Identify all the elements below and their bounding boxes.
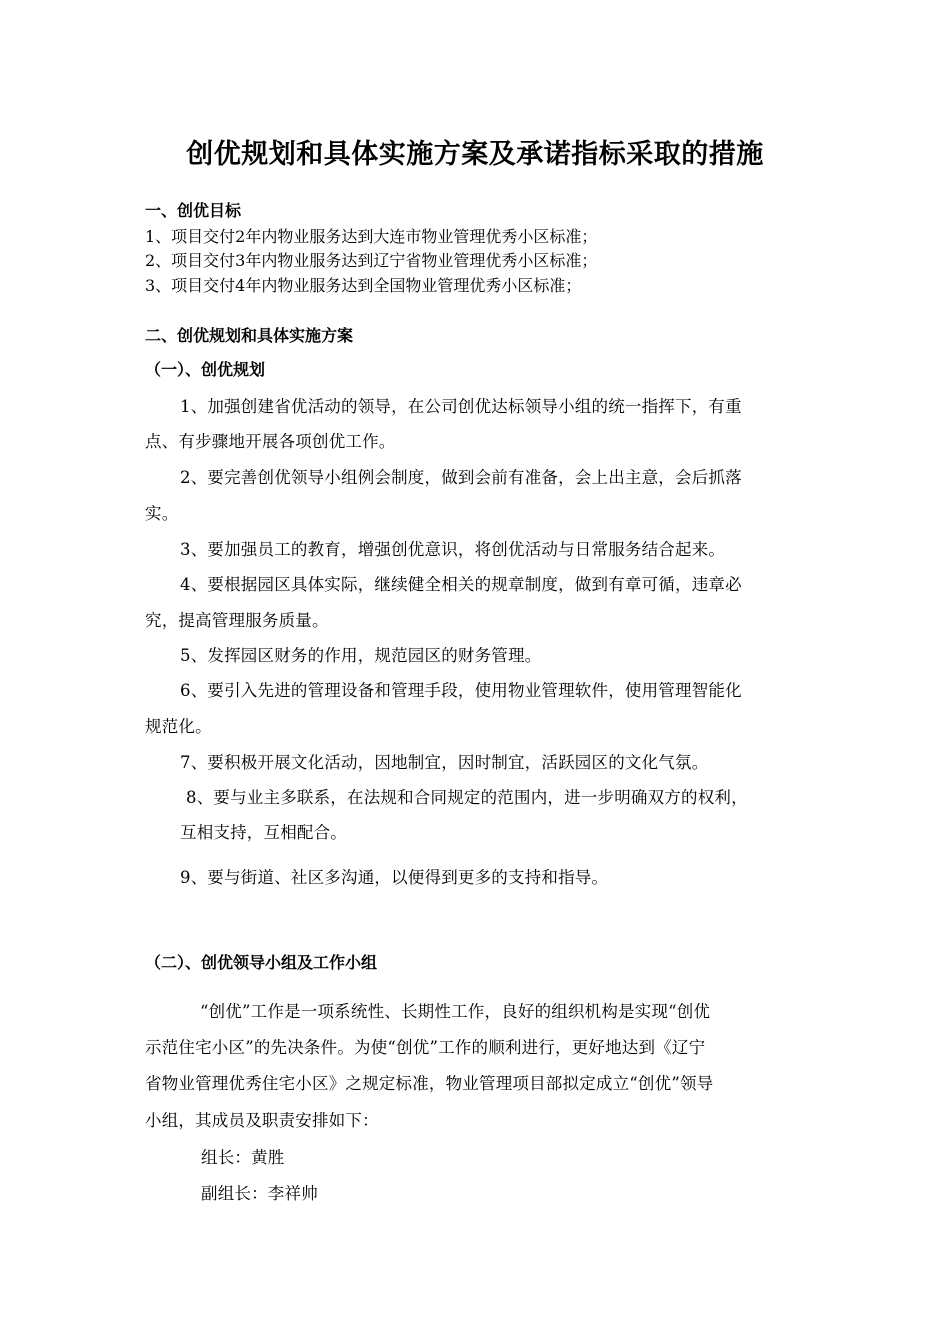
plan-line: 究，提高管理服务质量。	[145, 611, 329, 630]
team-member: 副组长：李祥帅	[201, 1184, 318, 1203]
plan-line: 3、要加强员工的教育，增强创优意识，将创优活动与日常服务结合起来。	[180, 540, 726, 559]
plan-line: 1、加强创建省优活动的领导，在公司创优达标领导小组的统一指挥下，有重	[180, 397, 742, 416]
plan-line: 互相支持，互相配合。	[180, 823, 347, 842]
goal-item: 2、项目交付3年内物业服务达到辽宁省物业管理优秀小区标准；	[145, 251, 598, 270]
subsection-heading-team: （二）、创优领导小组及工作小组	[145, 953, 378, 972]
subsection-heading-plan: （一）、创优规划	[145, 360, 266, 379]
plan-line: 实。	[145, 504, 179, 523]
goal-item: 3、项目交付4年内物业服务达到全国物业管理优秀小区标准；	[145, 276, 582, 295]
plan-line: 9、要与街道、社区多沟通，以便得到更多的支持和指导。	[180, 868, 609, 887]
plan-line: 点、有步骤地开展各项创优工作。	[145, 432, 396, 451]
plan-line: 6、要引入先进的管理设备和管理手段，使用物业管理软件，使用管理智能化	[180, 681, 742, 700]
plan-line: 4、要根据园区具体实际，继续健全相关的规章制度，做到有章可循，违章必	[180, 575, 742, 594]
team-paragraph-line: “创优”工作是一项系统性、长期性工作，良好的组织机构是实现“创优	[200, 1002, 711, 1021]
team-member: 组长：黄胜	[201, 1148, 285, 1167]
plan-line: 2、要完善创优领导小组例会制度，做到会前有准备，会上出主意，会后抓落	[180, 468, 742, 487]
plan-line: 8、要与业主多联系，在法规和合同规定的范围内，进一步明确双方的权利，	[186, 788, 748, 807]
section-heading-plan: 二、创优规划和具体实施方案	[145, 326, 354, 345]
section-heading-goals: 一、创优目标	[145, 201, 242, 220]
plan-line: 规范化。	[145, 717, 212, 736]
plan-line: 5、发挥园区财务的作用，规范园区的财务管理。	[180, 646, 542, 665]
team-paragraph-line: 小组，其成员及职责安排如下：	[145, 1111, 379, 1130]
goal-item: 1、项目交付2年内物业服务达到大连市物业管理优秀小区标准；	[145, 227, 598, 246]
plan-line: 7、要积极开展文化活动，因地制宜，因时制宜，活跃园区的文化气氛。	[180, 753, 709, 772]
team-paragraph-line: 示范住宅小区”的先决条件。为使“创优”工作的顺利进行，更好地达到《辽宁	[145, 1038, 706, 1057]
team-paragraph-line: 省物业管理优秀住宅小区》之规定标准，物业管理项目部拟定成立“创优”领导	[145, 1074, 714, 1093]
document-title: 创优规划和具体实施方案及承诺指标采取的措施	[186, 139, 764, 170]
